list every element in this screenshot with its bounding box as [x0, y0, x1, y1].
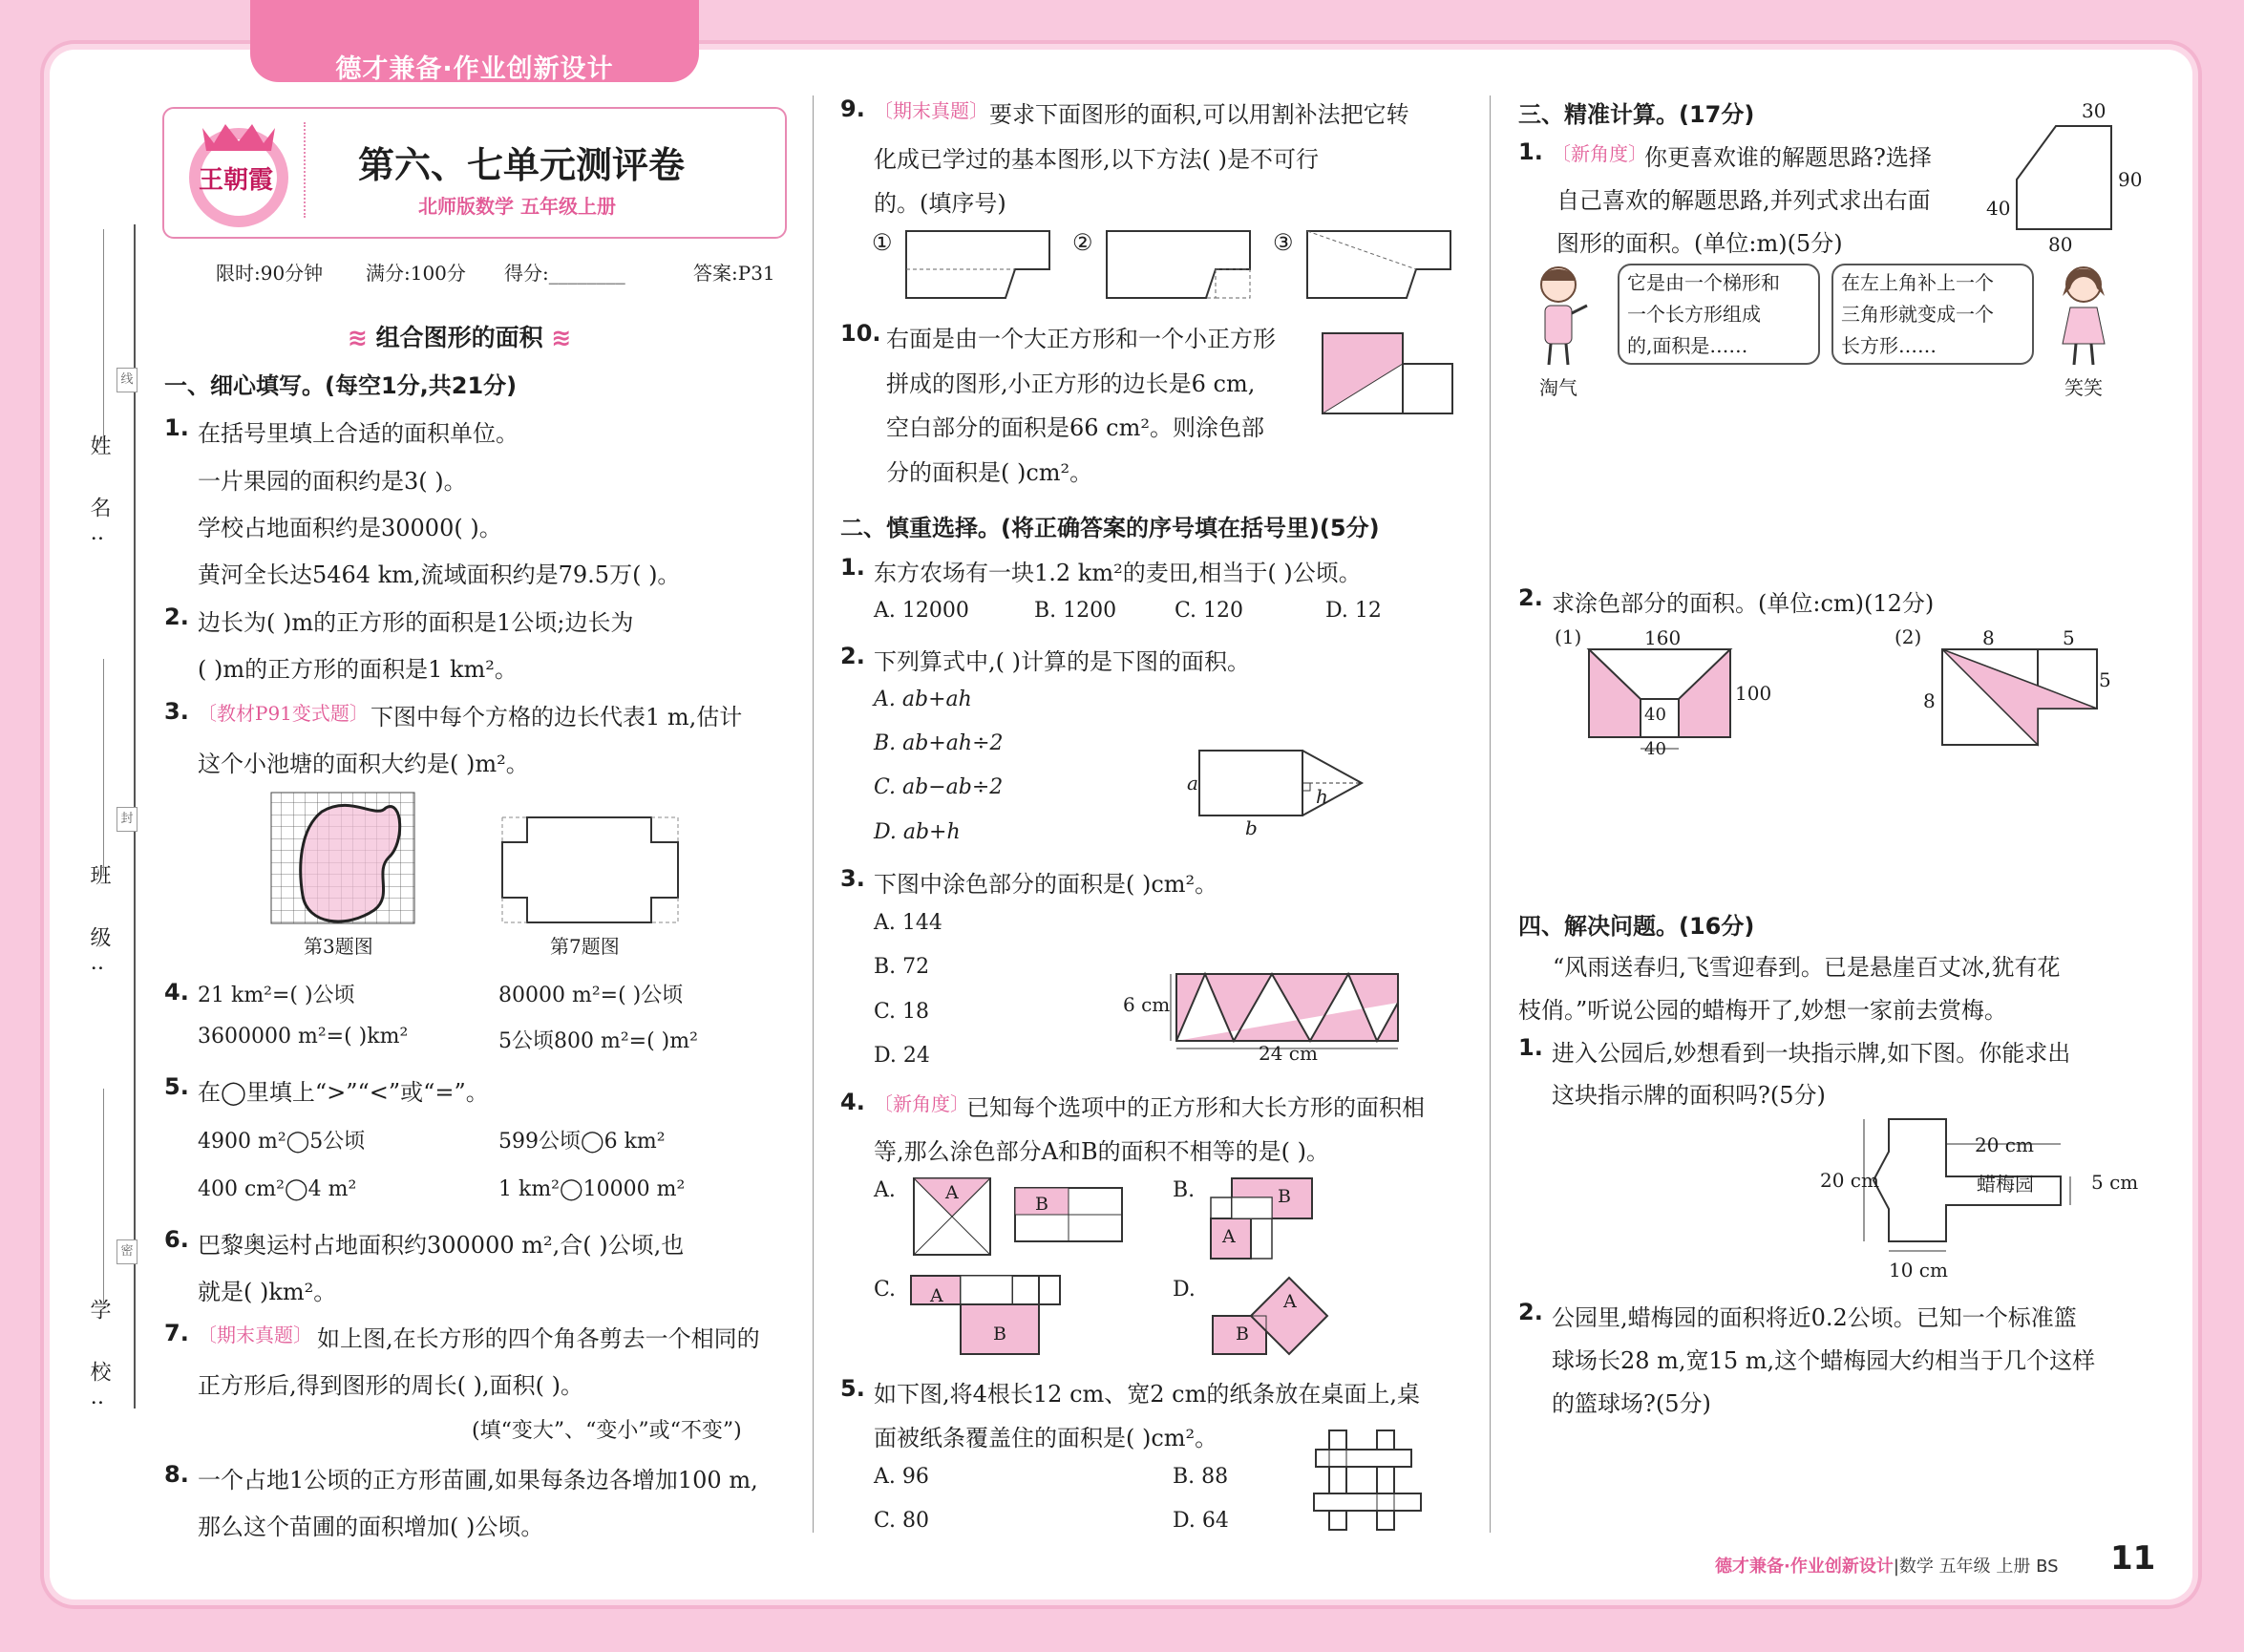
series-title: 德才兼备·作业创新设计 [335, 54, 614, 84]
section1-heading: 一、细心填写。(每空1分,共21分) [164, 372, 518, 399]
mc1-option-b[interactable]: B. 1200 [1034, 599, 1117, 623]
mc5-line1[interactable]: 面被纸条覆盖住的面积是( )cm²。 [874, 1425, 1218, 1451]
q7-line1[interactable]: 正方形后,得到图形的周长( ),面积( )。 [198, 1372, 583, 1399]
mc3-option-a[interactable]: A. 144 [874, 911, 942, 935]
c2-q9-line0: 要求下面图形的面积,可以用割补法把它转 [989, 101, 1409, 128]
c2-q10-line1: 拼成的图形,小正方形的边长是6 cm, [886, 371, 1256, 397]
kid-xiaoxiao-illustration [2055, 264, 2112, 369]
c3-q2-part1-label: (1) [1555, 625, 1582, 648]
c3-q1-number: 1. [1518, 138, 1543, 165]
c2-q9-tag: 〔期末真题〕 [874, 99, 988, 122]
q5-b[interactable]: 599公顷◯6 km² [498, 1130, 666, 1154]
q4-b[interactable]: 80000 m²=( )公顷 [498, 984, 684, 1007]
q3-number: 3. [164, 698, 189, 725]
label-b: b [1245, 816, 1258, 839]
title-divider [304, 122, 306, 218]
trapezoid-rect-figure [2013, 122, 2116, 233]
mc4-option-a[interactable]: A. [874, 1178, 896, 1202]
label-h: h [1316, 785, 1328, 808]
c3-q2-text: 求涂色部分的面积。(单位:cm)(12分) [1552, 590, 1935, 617]
q5-number: 5. [164, 1073, 189, 1100]
mc4c-label-A: A [930, 1285, 943, 1306]
section4-heading: 四、解决问题。(16分) [1518, 913, 1755, 940]
c2-q10-line3[interactable]: 分的面积是( )cm²。 [886, 459, 1093, 486]
mc4-option-d[interactable]: D. [1173, 1278, 1196, 1302]
footer-text [1715, 1553, 2059, 1578]
q1-line1[interactable]: 一片果园的面积约是3( )。 [198, 468, 467, 495]
mc4-option-c[interactable]: C. [874, 1278, 897, 1302]
c2-q9-number: 9. [840, 95, 865, 122]
c3-q4-line0: 公园里,蜡梅园的面积将近0.2公顷。已知一个标准篮 [1552, 1304, 2077, 1331]
c2-q9-line2: 的。(填序号) [874, 190, 1006, 217]
bubble2-line0: 在左上角补上一个 [1841, 271, 1994, 294]
q9-option1-figure [902, 227, 1055, 302]
q5-c[interactable]: 400 cm²◯4 m² [198, 1177, 357, 1201]
bubble1-line0: 它是由一个梯形和 [1627, 271, 1780, 294]
binding-mark-seal: 封 [116, 807, 138, 832]
section-banner: ≋ 组合图形的面积 ≋ [348, 324, 572, 351]
c3-q4-number: 2. [1518, 1299, 1543, 1325]
kid-xiaoxiao-name: 笑笑 [2064, 376, 2103, 399]
q3-tag: 〔教材P91变式题〕 [198, 702, 369, 725]
q6-line0[interactable]: 巴黎奥运村占地面积约300000 m²,合( )公顷,也 [198, 1232, 685, 1259]
mc1-text[interactable]: 东方农场有一块1.2 km²的麦田,相当于( )公顷。 [874, 560, 1362, 586]
q4-c[interactable]: 3600000 m²=( )km² [198, 1025, 409, 1048]
mc5-option-c[interactable]: C. 80 [874, 1509, 930, 1533]
c3-q4-line2: 的篮球场?(5分) [1552, 1390, 1711, 1417]
name-blank [103, 229, 104, 444]
footer-meta: |数学 五年级 上册 BS [1893, 1557, 2059, 1577]
mc4-number: 4. [840, 1089, 865, 1115]
dim-5cm: 5 cm [2091, 1171, 2139, 1194]
school-blank [103, 1089, 104, 1303]
dim-20cm-left: 20 cm [1820, 1169, 1879, 1192]
mc4b-label-A: A [1222, 1226, 1236, 1247]
q2-number: 2. [164, 604, 189, 630]
two-squares-figure [1321, 331, 1456, 417]
c2-q10-number: 10. [840, 320, 881, 347]
full-score: 满分:100分 [366, 262, 466, 285]
mc1-option-a[interactable]: A. 12000 [874, 599, 969, 623]
q1-line2[interactable]: 学校占地面积约是30000( )。 [198, 515, 502, 541]
dim-5-top: 5 [2063, 626, 2075, 649]
speech-bubble-taoqi [1618, 264, 1820, 365]
dim-20cm-top: 20 cm [1975, 1133, 2034, 1156]
label-a: a [1187, 772, 1198, 794]
dim-80: 80 [2048, 233, 2073, 256]
bubble1-line2: 的,面积是…… [1627, 334, 1748, 357]
dim-160: 160 [1644, 626, 1682, 649]
c3-q3-number: 1. [1518, 1034, 1543, 1061]
c2-q10-line2: 空白部分的面积是66 cm²。则涂色部 [886, 414, 1264, 441]
mc4-tag: 〔新角度〕 [874, 1092, 969, 1115]
c2-q10-line0: 右面是由一个大正方形和一个小正方形 [886, 326, 1276, 352]
c2-q9-line1[interactable]: 化成已学过的基本图形,以下方法( )是不可行 [874, 146, 1319, 173]
binding-mark-line: 线 [116, 368, 138, 392]
mc1-option-d[interactable]: D. 12 [1325, 599, 1382, 623]
footer-brand: 德才兼备·作业创新设计 [1715, 1557, 1894, 1577]
mc4-line0: 已知每个选项中的正方形和大长方形的面积相 [966, 1094, 1425, 1121]
q2-line0[interactable]: 边长为( )m的正方形的面积是1公顷;边长为 [198, 609, 634, 636]
rectangle-cut-corners-figure [498, 814, 682, 928]
dim-24cm: 24 cm [1259, 1042, 1318, 1065]
mc2-number: 2. [840, 643, 865, 669]
q5-d[interactable]: 1 km²◯10000 m² [498, 1177, 686, 1201]
rect-triangle-figure [1194, 747, 1367, 833]
dim-40: 40 [1986, 197, 2011, 220]
class-blank [103, 659, 104, 874]
q8-line0: 一个占地1公顷的正方形苗圃,如果每条边各增加100 m, [198, 1467, 758, 1493]
dim-40-bottom: 40 [1644, 739, 1666, 759]
q1-line3[interactable]: 黄河全长达5464 km,流域面积约是79.5万( )。 [198, 561, 681, 588]
mc5-line0: 如下图,将4根长12 cm、宽2 cm的纸条放在桌面上,桌 [874, 1381, 1420, 1408]
mc4a-label-B: B [1035, 1194, 1048, 1215]
mc3-option-d[interactable]: D. 24 [874, 1044, 930, 1068]
c3-q2-part2-label: (2) [1895, 625, 1922, 648]
mc4-figure-d [1209, 1274, 1333, 1360]
bubble2-line2: 长方形…… [1841, 334, 1937, 357]
c3-q1-line1: 自己喜欢的解题思路,并列式求出右面 [1556, 187, 1931, 214]
dim-6cm: 6 cm [1123, 993, 1171, 1016]
c3-q2-number: 2. [1518, 584, 1543, 611]
bubble2-line1: 三角形就变成一个 [1841, 303, 1994, 326]
section2-heading: 二、慎重选择。(将正确答案的序号填在括号里)(5分) [840, 515, 1380, 541]
c3-q3-line0: 进入公园后,妙想看到一块指示牌,如下图。你能求出 [1552, 1040, 2071, 1067]
q7-number: 7. [164, 1320, 189, 1346]
fig7-caption: 第7题图 [550, 935, 620, 958]
page-number: 11 [2110, 1539, 2156, 1578]
q2-line1[interactable]: ( )m的正方形的面积是1 km²。 [198, 656, 518, 683]
q7-line0: 如上图,在长方形的四个角各剪去一个相同的 [317, 1325, 760, 1352]
dim-100: 100 [1735, 682, 1772, 705]
q3-line0: 下图中每个方格的边长代表1 m,估计 [370, 704, 743, 731]
q5-text: 在◯里填上“>”“<”或“=”。 [198, 1079, 489, 1106]
mc3-option-c[interactable]: C. 18 [874, 1000, 930, 1024]
paper-strips-figure [1310, 1427, 1425, 1534]
mc2-option-b[interactable]: B. ab+ah÷2 [874, 731, 1004, 755]
mc1-option-c[interactable]: C. 120 [1175, 599, 1244, 623]
q9-option1-label[interactable]: ① [872, 229, 893, 256]
bubble1-line1: 一个长方形组成 [1627, 303, 1761, 326]
dim-90: 90 [2118, 168, 2143, 191]
q9-option3-label[interactable]: ③ [1273, 229, 1294, 256]
mc2-text[interactable]: 下列算式中,( )计算的是下图的面积。 [874, 648, 1250, 675]
dim-30: 30 [2082, 99, 2106, 122]
q8-line1[interactable]: 那么这个苗圃的面积增加( )公顷。 [198, 1514, 544, 1540]
poem-line0: “风雨送春归,飞雪迎春到。已是悬崖百丈冰,犹有花 [1553, 954, 2061, 981]
q7-hint: (填“变大”、“变小”或“不变”) [472, 1419, 742, 1443]
mc2-option-a[interactable]: A. ab+ah [874, 688, 972, 711]
q4-a[interactable]: 21 km²=( )公顷 [198, 984, 355, 1007]
mc4-figure-b [1207, 1176, 1322, 1262]
q5-a[interactable]: 4900 m²◯5公顷 [198, 1130, 366, 1154]
answer-ref: 答案:P31 [693, 262, 775, 285]
c3-q1-line2: 图形的面积。(单位:m)(5分) [1556, 230, 1843, 257]
speech-bubble-xiaoxiao [1831, 264, 2034, 365]
page-title: 第六、七单元测评卷 [358, 144, 686, 186]
page-subtitle: 北师版数学 五年级上册 [418, 195, 616, 218]
section3-heading: 三、精准计算。(17分) [1518, 101, 1755, 128]
c3-q3-line1: 这块指示牌的面积吗?(5分) [1552, 1082, 1826, 1109]
q4-d[interactable]: 5公顷800 m²=( )m² [498, 1029, 698, 1053]
q3-line1[interactable]: 这个小池塘的面积大约是( )m²。 [198, 751, 529, 777]
mc5-option-b[interactable]: B. 88 [1173, 1465, 1229, 1489]
mc4d-label-B: B [1236, 1324, 1249, 1345]
mc5-option-a[interactable]: A. 96 [874, 1465, 929, 1489]
dim-40-inner: 40 [1644, 705, 1666, 725]
q6-number: 6. [164, 1226, 189, 1253]
kid-taoqi-name: 淘气 [1539, 376, 1577, 399]
mc4d-label-A: A [1283, 1291, 1297, 1312]
school-field-label: 学 校: [87, 1299, 111, 1424]
q1-text: 在括号里填上合适的面积单位。 [198, 420, 519, 447]
signpost-figure [1851, 1115, 2080, 1259]
q9-option2-figure [1103, 227, 1256, 302]
shaded-squares-figure-2 [1938, 646, 2101, 751]
c3-q1-line0: 你更喜欢谁的解题思路?选择 [1644, 144, 1932, 171]
mc4c-label-B: B [993, 1324, 1006, 1345]
pond-grid-figure [269, 791, 422, 929]
q9-option2-label[interactable]: ② [1072, 229, 1093, 256]
mc4-option-b[interactable]: B. [1173, 1178, 1196, 1202]
mc3-option-b[interactable]: B. 72 [874, 955, 930, 979]
column-divider-1 [813, 95, 814, 1533]
q8-number: 8. [164, 1461, 189, 1488]
time-limit: 限时:90分钟 [216, 262, 324, 285]
dim-8-top: 8 [1982, 626, 1995, 649]
mc1-number: 1. [840, 554, 865, 581]
mc5-number: 5. [840, 1375, 865, 1402]
class-field-label: 班 级: [87, 864, 111, 989]
fig3-caption: 第3题图 [304, 935, 373, 958]
binding-mark-secret: 密 [116, 1239, 138, 1264]
dim-5-right: 5 [2099, 668, 2111, 691]
sign-text: 蜡梅园 [1977, 1173, 2034, 1196]
mc5-option-d[interactable]: D. 64 [1173, 1509, 1229, 1533]
q1-number: 1. [164, 414, 189, 441]
q7-tag: 〔期末真题〕 [198, 1324, 312, 1346]
poem-line1: 枝俏。”听说公园的蜡梅开了,妙想一家前去赏梅。 [1518, 997, 2007, 1024]
score-field[interactable]: 得分:________ [504, 262, 625, 285]
q9-option3-figure [1303, 227, 1456, 302]
mc2-option-d[interactable]: D. ab+h [874, 820, 961, 844]
logo-text: 王朝霞 [199, 166, 274, 195]
c3-q4-line1: 球场长28 m,宽15 m,这个蜡梅园大约相当于几个这样 [1552, 1347, 2096, 1374]
dim-8-left: 8 [1923, 689, 1936, 712]
mc3-number: 3. [840, 865, 865, 892]
mc2-option-c[interactable]: C. ab−ab÷2 [874, 775, 1004, 799]
kid-taoqi-illustration [1532, 264, 1589, 369]
mc4b-label-B: B [1278, 1186, 1291, 1207]
c3-q1-tag: 〔新角度〕 [1552, 142, 1647, 165]
mc3-text[interactable]: 下图中涂色部分的面积是( )cm²。 [874, 871, 1218, 898]
column-divider-2 [1490, 95, 1491, 1533]
name-field-label: 姓 名: [87, 434, 111, 560]
dim-10cm: 10 cm [1889, 1259, 1948, 1281]
mc4-line1[interactable]: 等,那么涂色部分A和B的面积不相等的是( )。 [874, 1138, 1329, 1165]
mc4a-label-A: A [945, 1182, 959, 1203]
q6-line1[interactable]: 就是( )km²。 [198, 1279, 337, 1305]
q4-number: 4. [164, 979, 189, 1006]
